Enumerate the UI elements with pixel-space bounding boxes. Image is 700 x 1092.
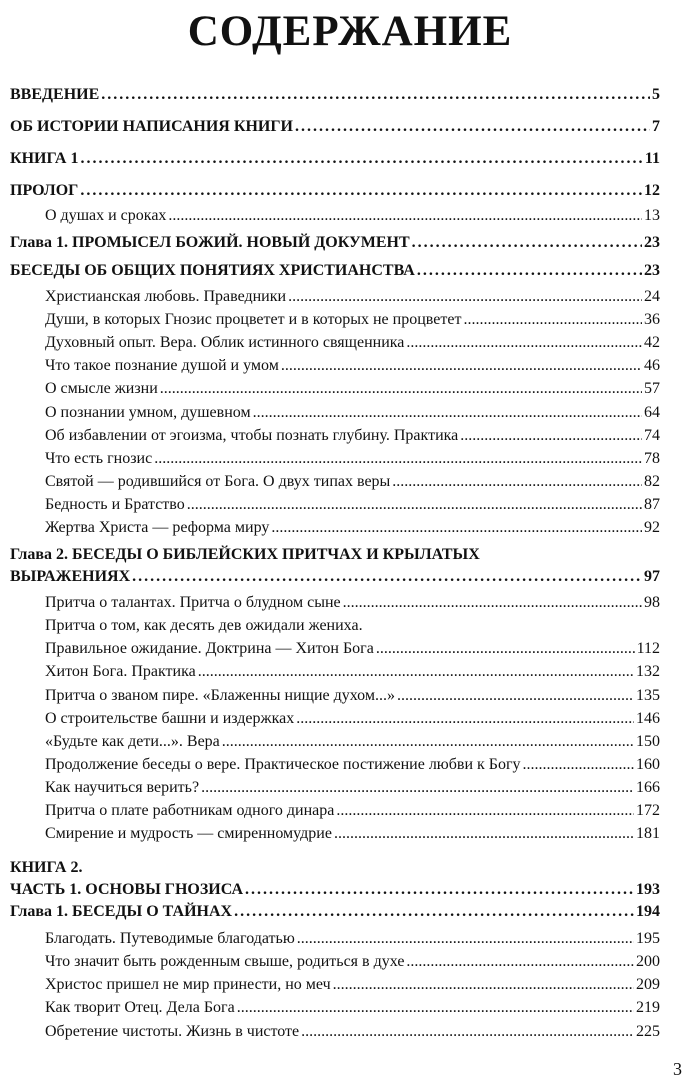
leader-dots [412, 232, 642, 254]
toc-entry-page: 219 [636, 999, 660, 1017]
toc-entry-page: 97 [644, 568, 660, 586]
toc-entry[interactable] [10, 424, 660, 447]
toc-entry-introduction[interactable] [10, 84, 660, 106]
toc-entry-book-history[interactable] [10, 116, 660, 138]
toc-entry-general-concepts[interactable] [10, 260, 660, 282]
table-of-contents [10, 84, 660, 1043]
toc-entry[interactable] [10, 377, 660, 400]
toc-entry-title: Обретение чистоты. Жизнь в чистоте [45, 1022, 300, 1040]
toc-entry-title: КНИГА 2. [10, 859, 83, 877]
toc-entry-page: 42 [644, 334, 660, 352]
leader-dots [463, 308, 642, 331]
toc-entry-title: О познании умном, душевном [45, 403, 251, 421]
toc-entry-souls-and-terms[interactable] [10, 204, 660, 227]
toc-entry-page: 200 [636, 953, 660, 971]
leader-dots [234, 901, 634, 923]
toc-entry[interactable] [10, 660, 660, 683]
toc-entry-title: КНИГА 1 [10, 150, 79, 167]
leader-dots [334, 822, 634, 845]
toc-entry-page: 209 [636, 976, 660, 994]
toc-entry-title: Что значит быть рожденным свыше, родиться в духе [45, 953, 405, 971]
toc-entry-chapter-2-line2[interactable] [10, 566, 660, 588]
toc-entry[interactable] [10, 331, 660, 354]
toc-entry-title: О строительстве башни и издержках [45, 709, 295, 727]
leader-dots [198, 660, 634, 683]
toc-entry-page: 12 [644, 182, 660, 199]
leader-dots [301, 1020, 634, 1043]
toc-entry-title: ОБ ИСТОРИИ НАПИСАНИЯ КНИГИ [10, 118, 293, 135]
toc-entry-title: ЧАСТЬ 1. ОСНОВЫ ГНОЗИСА [10, 881, 244, 899]
toc-entry-chapter-1-secrets[interactable] [10, 901, 660, 923]
toc-entry-page: 23 [644, 234, 660, 252]
leader-dots [271, 516, 642, 539]
leader-dots [80, 148, 642, 170]
leader-dots [392, 470, 642, 493]
toc-entry-title: О смысле жизни [45, 380, 158, 398]
toc-entry[interactable] [10, 799, 660, 822]
toc-entry-title: Души, в которых Гнозис процветет и в которых не процветет [45, 311, 462, 329]
toc-entry-title: Как творит Отец. Дела Бога [45, 999, 235, 1017]
toc-entry-page: 64 [644, 403, 660, 421]
toc-entry-part-1[interactable] [10, 879, 660, 901]
toc-entry-page: 24 [644, 288, 660, 306]
leader-dots [168, 204, 642, 227]
toc-entry[interactable] [10, 516, 660, 539]
toc-entry[interactable] [10, 950, 660, 973]
toc-entry[interactable] [10, 591, 660, 614]
toc-entry[interactable] [10, 637, 660, 660]
leader-dots [201, 776, 634, 799]
toc-entry-page: 98 [644, 594, 660, 612]
toc-entry-title: Духовный опыт. Вера. Облик истинного священника [45, 334, 405, 352]
toc-entry-title: ВЫРАЖЕНИЯХ [10, 568, 131, 586]
leader-dots [160, 377, 642, 400]
toc-entry[interactable] [10, 776, 660, 799]
toc-entry-title: ВВЕДЕНИЕ [10, 86, 100, 103]
toc-entry[interactable] [10, 684, 660, 707]
leader-dots [187, 493, 642, 516]
toc-entry-title: Бедность и Братство [45, 495, 185, 513]
toc-entry[interactable] [10, 354, 660, 377]
toc-entry-title: Об избавлении от эгоизма, чтобы познать глубину. Практика [45, 426, 459, 444]
toc-entry-page: 160 [636, 755, 660, 773]
page-title: СОДЕРЖАНИЕ [187, 8, 513, 55]
toc-entry[interactable] [10, 730, 660, 753]
toc-entry[interactable] [10, 1020, 660, 1043]
toc-entry-title: Христианская любовь. Праведники [45, 288, 287, 306]
toc-entry-page: 87 [644, 495, 660, 513]
toc-entry-page: 195 [636, 930, 660, 948]
toc-entry[interactable] [10, 285, 660, 308]
leader-dots [376, 637, 635, 660]
leader-dots [336, 799, 634, 822]
toc-entry-page: 181 [636, 825, 660, 843]
toc-entry-page: 135 [636, 686, 660, 704]
toc-entry-page: 92 [644, 519, 660, 537]
toc-entry-title: Хитон Бога. Практика [45, 663, 196, 681]
toc-entry-page: 132 [636, 663, 660, 681]
toc-entry-title: ПРОЛОГ [10, 182, 79, 199]
leader-dots [237, 996, 634, 1019]
leader-dots [101, 84, 650, 106]
toc-entry-page: 194 [636, 903, 660, 921]
leader-dots [343, 591, 642, 614]
toc-entry-chapter-2-line1[interactable] [10, 544, 660, 566]
toc-entry-title: Глава 2. БЕСЕДЫ О БИБЛЕЙСКИХ ПРИТЧАХ И КРЫЛАТЫХ [10, 546, 480, 564]
toc-entry[interactable] [10, 470, 660, 493]
toc-entry-title: Притча о званом пире. «Блаженны нищие духом...» [45, 686, 395, 704]
leader-dots [288, 285, 642, 308]
toc-entry-title: Жертва Христа — реформа миру [45, 519, 270, 537]
toc-entry-page: 5 [652, 86, 660, 103]
leader-dots [296, 707, 634, 730]
toc-entry-title: Как научиться верить? [45, 778, 200, 796]
toc-entry[interactable] [10, 707, 660, 730]
toc-entry[interactable] [10, 401, 660, 424]
toc-entry-page: 36 [644, 311, 660, 329]
page-number: 3 [673, 1059, 682, 1079]
toc-entry-title: Притча о плате работникам одного динара [45, 801, 335, 819]
toc-entry-page: 193 [636, 881, 660, 899]
toc-entry-book-2[interactable] [10, 857, 660, 879]
toc-entry-page: 74 [644, 426, 660, 444]
toc-entry-page: 13 [644, 207, 660, 224]
toc-entry-chapter-1[interactable] [10, 232, 660, 254]
toc-entry[interactable] [10, 493, 660, 516]
leader-dots [406, 950, 634, 973]
leader-dots [132, 566, 642, 588]
toc-entry[interactable] [10, 973, 660, 996]
leader-dots [523, 753, 634, 776]
leader-dots [253, 401, 642, 424]
toc-entry-page: 146 [636, 709, 660, 727]
toc-entry-page: 46 [644, 357, 660, 375]
leader-dots [245, 879, 634, 901]
toc-entry-title: Святой — родившийся от Бога. О двух типах веры [45, 472, 391, 490]
leader-dots [333, 973, 634, 996]
toc-entry-title: Что такое познание душой и умом [45, 357, 279, 375]
leader-dots [460, 424, 642, 447]
toc-entry-title: Глава 1. ПРОМЫСЕЛ БОЖИЙ. НОВЫЙ ДОКУМЕНТ [10, 234, 410, 252]
toc-entry-page: 166 [636, 778, 660, 796]
leader-dots [397, 684, 634, 707]
toc-entry-title: Глава 1. БЕСЕДЫ О ТАЙНАХ [10, 903, 233, 921]
toc-entry-title: Благодать. Путеводимые благодатью [45, 930, 295, 948]
toc-entry[interactable] [10, 614, 660, 637]
toc-entry-title: Продолжение беседы о вере. Практическое постижение любви к Богу [45, 755, 521, 773]
toc-entry-title: Христос пришел не мир принести, но меч [45, 976, 331, 994]
toc-entry-page: 112 [636, 640, 660, 658]
toc-entry-page: 11 [644, 150, 660, 167]
toc-entry[interactable] [10, 308, 660, 331]
leader-dots [297, 927, 634, 950]
toc-entry-title: О душах и сроках [45, 207, 167, 224]
leader-dots [222, 730, 634, 753]
toc-entry-title: «Будьте как дети...». Вера [45, 732, 220, 750]
toc-entry-page: 7 [652, 118, 660, 135]
leader-dots [80, 180, 642, 202]
leader-dots [281, 354, 642, 377]
toc-entry-page: 57 [644, 380, 660, 398]
toc-entry-book-1[interactable] [10, 148, 660, 170]
toc-entry-title: Что есть гнозис [45, 449, 153, 467]
toc-entry-prologue[interactable] [10, 180, 660, 202]
toc-entry[interactable] [10, 822, 660, 845]
toc-entry-page: 225 [636, 1022, 660, 1040]
leader-dots [417, 260, 642, 282]
toc-entry-title: Притча о том, как десять дев ожидали жениха. [45, 617, 363, 635]
toc-entry[interactable] [10, 996, 660, 1019]
toc-entry-page: 172 [636, 801, 660, 819]
toc-entry-title: БЕСЕДЫ ОБ ОБЩИХ ПОНЯТИЯХ ХРИСТИАНСТВА [10, 262, 415, 280]
toc-entry-page: 78 [644, 449, 660, 467]
toc-entry-title: Притча о талантах. Притча о блудном сыне [45, 594, 341, 612]
leader-dots [406, 331, 642, 354]
toc-entry-title: Смирение и мудрость — смиренномудрие [45, 825, 332, 843]
toc-entry-page: 23 [644, 262, 660, 280]
toc-entry[interactable] [10, 753, 660, 776]
leader-dots [154, 447, 642, 470]
toc-entry-page: 150 [636, 732, 660, 750]
toc-entry-title: Правильное ожидание. Доктрина — Хитон Бога [45, 640, 374, 658]
toc-entry[interactable] [10, 447, 660, 470]
toc-entry-page: 82 [644, 472, 660, 490]
leader-dots [295, 116, 650, 138]
toc-entry[interactable] [10, 927, 660, 950]
